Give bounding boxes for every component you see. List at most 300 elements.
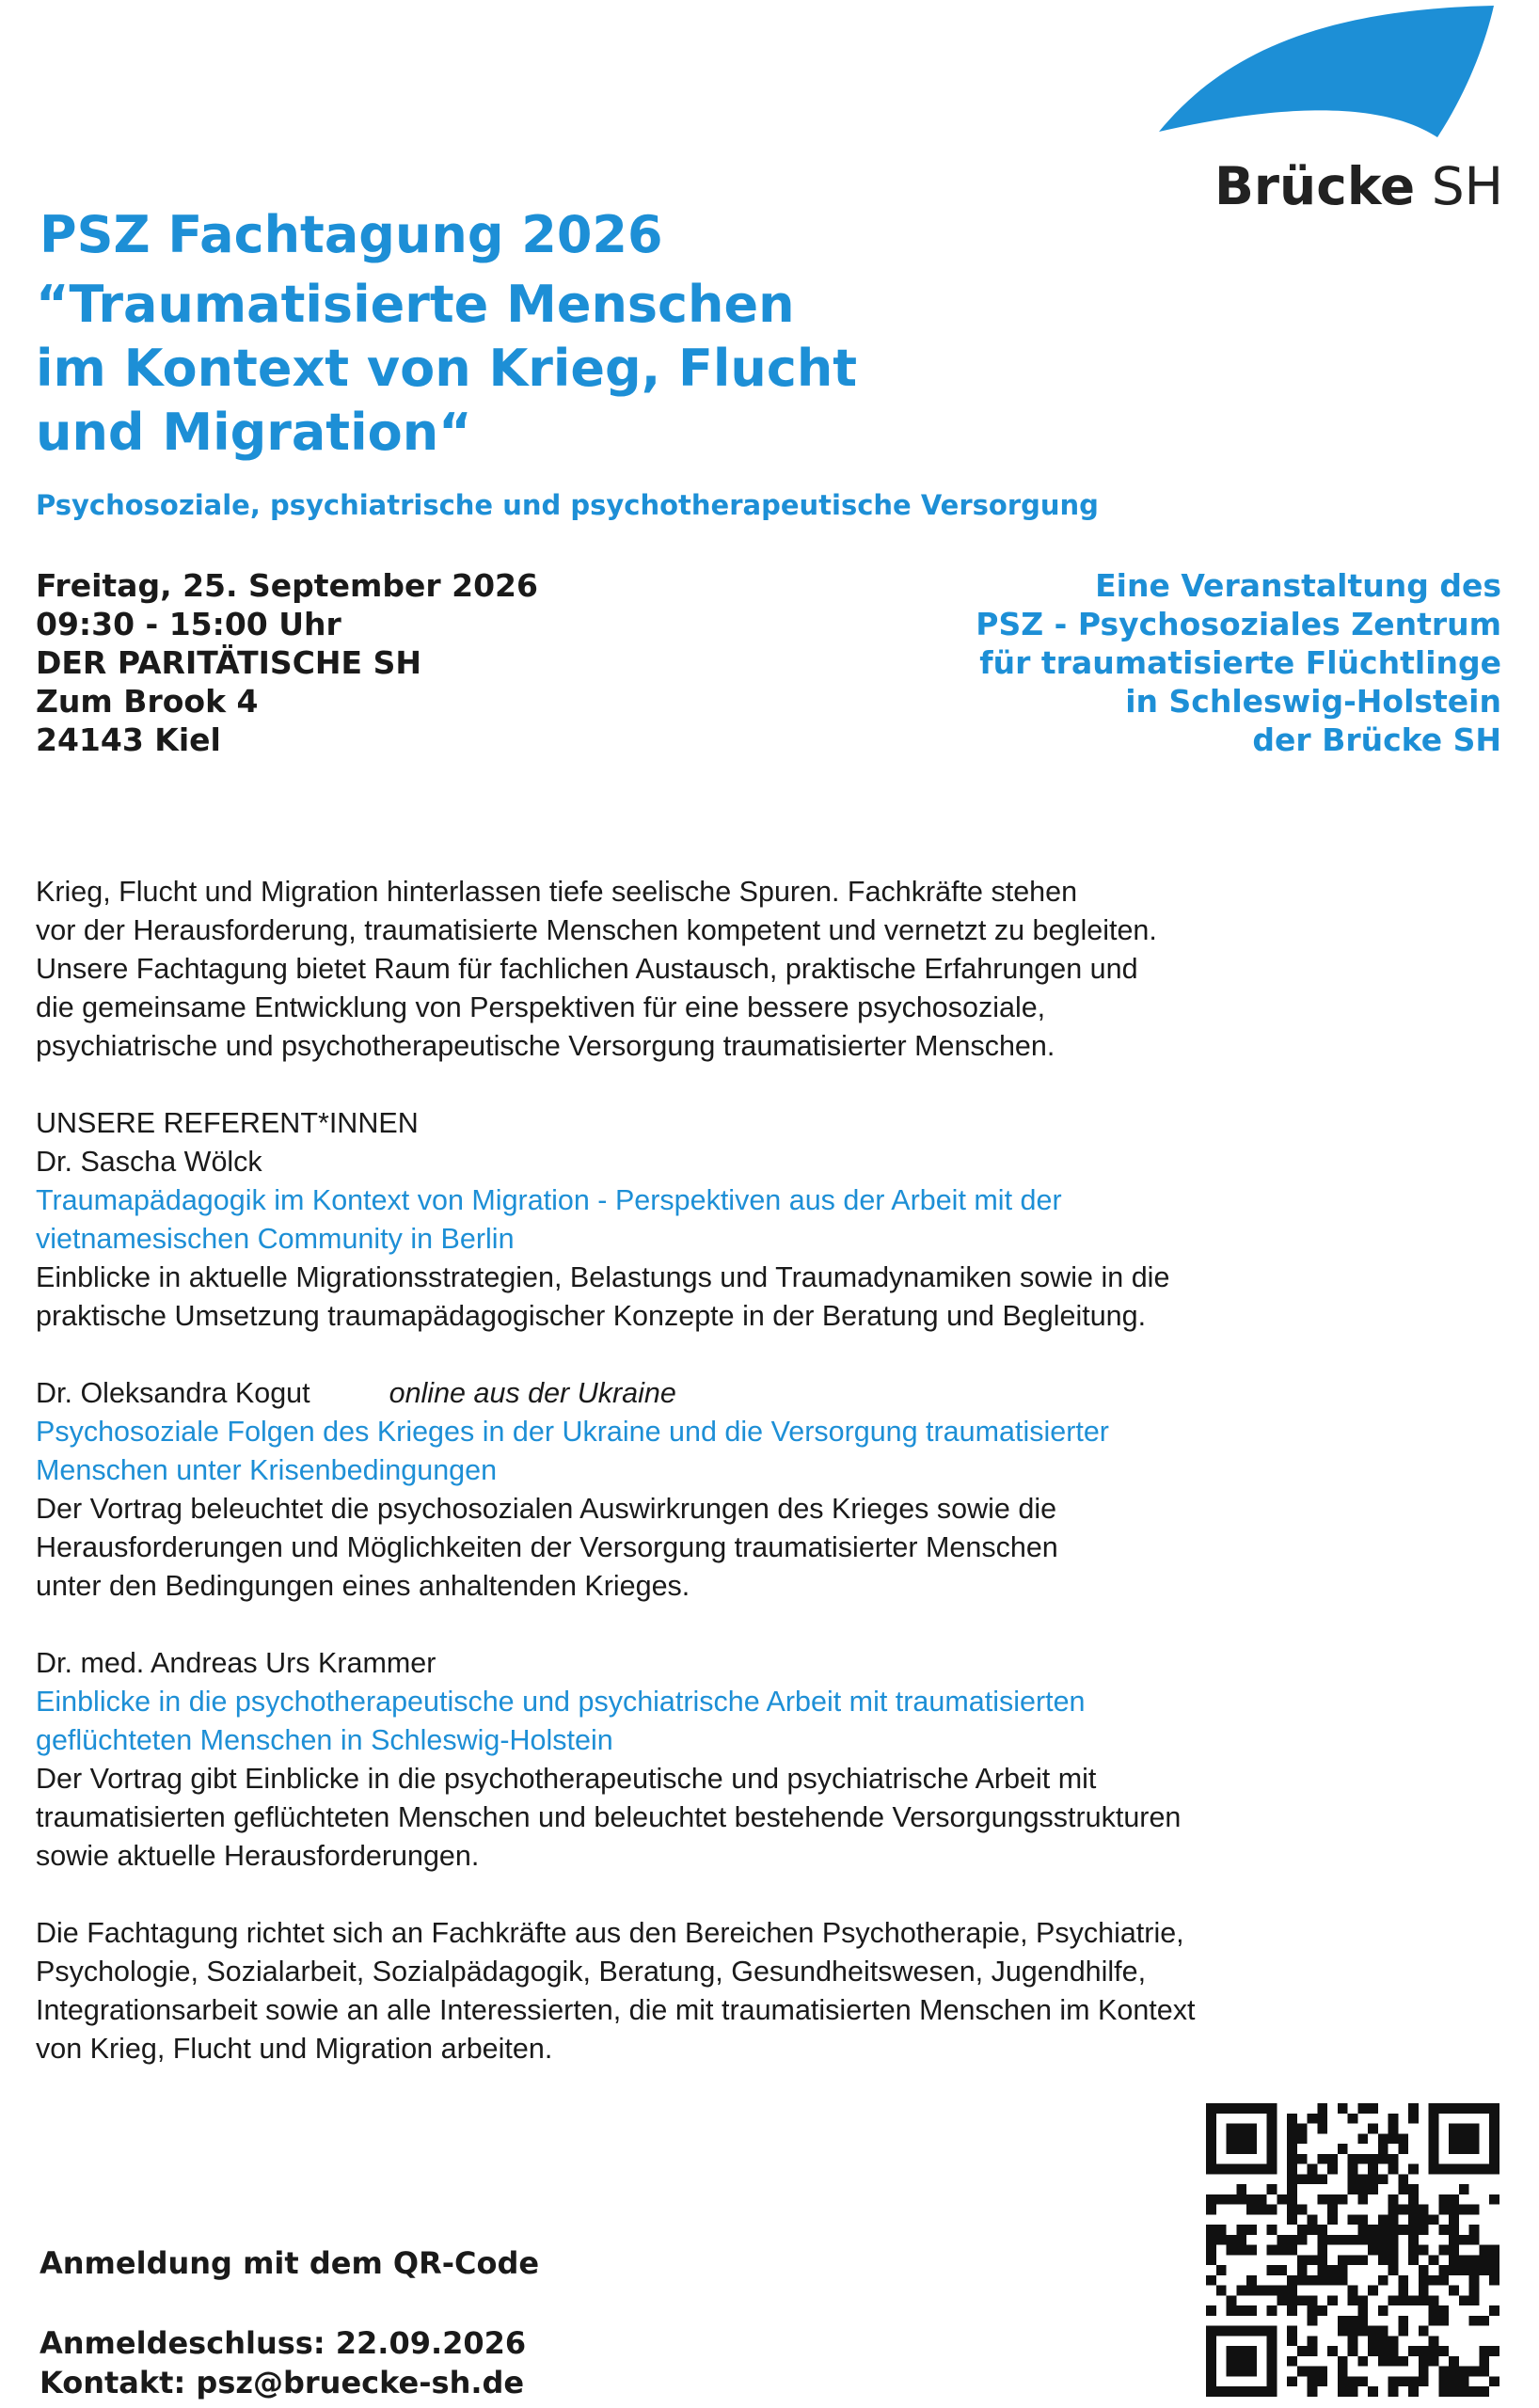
- speaker-block: [36, 1143, 1428, 1336]
- qr-module: [1348, 2114, 1358, 2124]
- qr-module: [1338, 2275, 1348, 2286]
- qr-module: [1227, 2164, 1237, 2175]
- qr-module: [1449, 2235, 1459, 2245]
- registration-deadline: Anmeldeschluss: 22.09.2026: [40, 2325, 527, 2361]
- qr-module: [1287, 2205, 1297, 2215]
- qr-module: [1479, 2386, 1489, 2397]
- qr-module: [1357, 2214, 1368, 2225]
- qr-module: [1267, 2286, 1277, 2296]
- qr-module: [1246, 2194, 1257, 2205]
- event-label: PSZ Fachtagung 2026: [40, 205, 663, 264]
- qr-module: [1327, 2275, 1338, 2286]
- qr-module: [1429, 2164, 1439, 2175]
- qr-module: [1429, 2275, 1439, 2286]
- qr-module: [1469, 2265, 1480, 2275]
- qr-module: [1398, 2286, 1408, 2296]
- qr-module: [1357, 2194, 1368, 2205]
- qr-module: [1378, 2174, 1388, 2184]
- qr-module: [1449, 2265, 1459, 2275]
- qr-module: [1368, 2235, 1378, 2245]
- talk-description-line: Der Vortrag beleuchtet die psychosozialen Auswirkrungen des Krieges sowie die: [36, 1493, 1057, 1525]
- qr-module: [1308, 2275, 1318, 2286]
- qr-module: [1408, 2376, 1419, 2386]
- qr-code-icon[interactable]: [1206, 2103, 1499, 2397]
- qr-module: [1368, 2184, 1378, 2194]
- qr-module: [1388, 2255, 1399, 2265]
- qr-module: [1489, 2275, 1499, 2286]
- qr-module: [1378, 2245, 1388, 2256]
- qr-module: [1489, 2346, 1499, 2356]
- qr-module: [1419, 2265, 1429, 2275]
- qr-module: [1257, 2194, 1267, 2205]
- qr-module: [1449, 2164, 1459, 2175]
- qr-module: [1459, 2205, 1469, 2215]
- qr-module: [1246, 2305, 1257, 2316]
- qr-module: [1378, 2305, 1388, 2316]
- qr-module: [1236, 2225, 1246, 2235]
- qr-module: [1206, 2305, 1216, 2316]
- qr-module: [1388, 2194, 1399, 2205]
- qr-module: [1287, 2235, 1297, 2245]
- qr-module: [1459, 2376, 1469, 2386]
- qr-module: [1459, 2367, 1469, 2377]
- qr-module: [1277, 2194, 1287, 2205]
- qr-module: [1388, 2205, 1399, 2215]
- qr-module: [1368, 2124, 1378, 2134]
- qr-module: [1459, 2184, 1469, 2194]
- qr-module: [1429, 2305, 1439, 2316]
- qr-module: [1449, 2214, 1459, 2225]
- qr-module: [1308, 2336, 1318, 2346]
- qr-module: [1348, 2214, 1358, 2225]
- qr-module: [1297, 2275, 1308, 2286]
- qr-module: [1459, 2133, 1469, 2144]
- qr-module: [1429, 2255, 1439, 2265]
- qr-module: [1287, 2336, 1297, 2346]
- qr-module: [1227, 2245, 1237, 2256]
- qr-module: [1449, 2144, 1459, 2154]
- qr-module: [1438, 2245, 1449, 2256]
- qr-module: [1246, 2245, 1257, 2256]
- event-city: 24143 Kiel: [36, 721, 221, 758]
- intro-line: vor der Herausforderung, traumatisierte Menschen kompetent und vernetzt zu begleiten.: [36, 914, 1157, 946]
- qr-module: [1489, 2194, 1499, 2205]
- qr-module: [1236, 2245, 1246, 2256]
- qr-module: [1429, 2295, 1439, 2305]
- qr-module: [1267, 2133, 1277, 2144]
- talk-description-line: Herausforderungen und Möglichkeiten der Versorgung traumatisierter Menschen: [36, 1531, 1058, 1563]
- qr-module: [1216, 2194, 1227, 2205]
- qr-module: [1317, 2154, 1327, 2164]
- qr-module: [1338, 2144, 1348, 2154]
- qr-module: [1348, 2154, 1358, 2164]
- qr-module: [1317, 2275, 1327, 2286]
- qr-module: [1438, 2205, 1449, 2215]
- qr-module: [1297, 2154, 1308, 2164]
- speaker-remote-note: online aus der Ukraine: [389, 1377, 676, 1409]
- qr-module: [1368, 2174, 1378, 2184]
- qr-module: [1388, 2295, 1399, 2305]
- qr-module: [1297, 2346, 1308, 2356]
- qr-module: [1236, 2235, 1246, 2245]
- qr-module: [1216, 2235, 1227, 2245]
- talk-title-line: Menschen unter Krisenbedingungen: [36, 1454, 498, 1486]
- qr-module: [1327, 2346, 1338, 2356]
- qr-module: [1246, 2356, 1257, 2367]
- qr-module: [1388, 2124, 1399, 2134]
- talk-description-line: praktische Umsetzung traumapädagogischer Konzepte in der Beratung und Begleitung.: [36, 1300, 1147, 1332]
- logo-suffix: SH: [1415, 156, 1503, 216]
- qr-module: [1297, 2295, 1308, 2305]
- event-details: [36, 566, 538, 759]
- qr-module: [1317, 2194, 1327, 2205]
- qr-module: [1429, 2336, 1439, 2346]
- qr-module: [1368, 2225, 1378, 2235]
- qr-module: [1287, 2114, 1297, 2124]
- qr-module: [1206, 2255, 1216, 2265]
- qr-module: [1236, 2386, 1246, 2397]
- qr-module: [1449, 2133, 1459, 2144]
- qr-module: [1206, 2103, 1216, 2114]
- qr-module: [1206, 2275, 1216, 2286]
- intro-paragraph: [36, 873, 1428, 1066]
- organizer-line: für traumatisierte Flüchtlinge: [979, 644, 1501, 681]
- qr-module: [1419, 2225, 1429, 2235]
- qr-module: [1449, 2386, 1459, 2397]
- speaker-name: Dr. med. Andreas Urs Krammer: [36, 1647, 436, 1679]
- speaker-name-row: [36, 1374, 1428, 1413]
- qr-module: [1429, 2316, 1439, 2326]
- qr-module: [1438, 2103, 1449, 2114]
- qr-module: [1327, 2164, 1338, 2175]
- qr-module: [1429, 2144, 1439, 2154]
- qr-module: [1246, 2386, 1257, 2397]
- qr-module: [1287, 2356, 1297, 2367]
- qr-module: [1317, 2114, 1327, 2124]
- qr-module: [1297, 2225, 1308, 2235]
- qr-module: [1357, 2154, 1368, 2164]
- qr-module: [1246, 2346, 1257, 2356]
- qr-module: [1469, 2367, 1480, 2377]
- qr-module: [1419, 2356, 1429, 2367]
- qr-module: [1246, 2133, 1257, 2144]
- qr-module: [1206, 2326, 1216, 2337]
- qr-module: [1479, 2367, 1489, 2377]
- qr-module: [1469, 2235, 1480, 2245]
- qr-module: [1459, 2295, 1469, 2305]
- qr-module: [1287, 2184, 1297, 2194]
- qr-module: [1419, 2367, 1429, 2377]
- qr-module: [1489, 2124, 1499, 2134]
- intro-line: psychiatrische und psychotherapeutische Versorgung traumatisierter Menschen.: [36, 1030, 1055, 1062]
- qr-module: [1357, 2305, 1368, 2316]
- intro-line: die gemeinsame Entwicklung von Perspektiven für eine bessere psychosoziale,: [36, 991, 1046, 1023]
- qr-module: [1357, 2255, 1368, 2265]
- intro-line: Krieg, Flucht und Migration hinterlassen tiefe seelische Spuren. Fachkräfte stehen: [36, 876, 1078, 908]
- qr-module: [1308, 2386, 1318, 2397]
- qr-module: [1236, 2124, 1246, 2134]
- qr-module: [1388, 2386, 1399, 2397]
- qr-module: [1206, 2194, 1216, 2205]
- qr-module: [1317, 2305, 1327, 2316]
- qr-module: [1308, 2376, 1318, 2386]
- qr-module: [1388, 2245, 1399, 2256]
- qr-module: [1236, 2367, 1246, 2377]
- qr-module: [1287, 2286, 1297, 2296]
- audience-line: Die Fachtagung richtet sich an Fachkräfte aus den Bereichen Psychotherapie, Psychiatrie,: [36, 1917, 1184, 1949]
- qr-module: [1317, 2255, 1327, 2265]
- qr-module: [1489, 2255, 1499, 2265]
- qr-module: [1236, 2286, 1246, 2296]
- qr-module: [1429, 2124, 1439, 2134]
- qr-module: [1469, 2386, 1480, 2397]
- qr-module: [1338, 2356, 1348, 2367]
- qr-module: [1297, 2255, 1308, 2265]
- qr-module: [1408, 2225, 1419, 2235]
- qr-module: [1438, 2305, 1449, 2316]
- qr-module: [1438, 2225, 1449, 2235]
- qr-module: [1398, 2356, 1408, 2367]
- qr-module: [1246, 2286, 1257, 2296]
- qr-module: [1267, 2184, 1277, 2194]
- qr-module: [1378, 2154, 1388, 2164]
- speaker-name: Dr. Sascha Wölck: [36, 1146, 262, 1178]
- qr-module: [1449, 2103, 1459, 2114]
- qr-module: [1348, 2235, 1358, 2245]
- qr-module: [1348, 2376, 1358, 2386]
- qr-module: [1419, 2326, 1429, 2337]
- qr-module: [1408, 2205, 1419, 2215]
- qr-module: [1338, 2265, 1348, 2275]
- qr-module: [1479, 2316, 1489, 2326]
- qr-module: [1378, 2144, 1388, 2154]
- qr-module: [1368, 2346, 1378, 2356]
- qr-module: [1388, 2346, 1399, 2356]
- qr-module: [1257, 2205, 1267, 2215]
- qr-module: [1257, 2326, 1267, 2337]
- qr-module: [1348, 2316, 1358, 2326]
- qr-module: [1277, 2235, 1287, 2245]
- qr-module: [1408, 2255, 1419, 2265]
- qr-module: [1429, 2114, 1439, 2124]
- qr-module: [1308, 2316, 1318, 2326]
- qr-module: [1236, 2184, 1246, 2194]
- logo-wordmark: [1214, 156, 1503, 216]
- organizer-line: der Brücke SH: [1252, 721, 1501, 758]
- qr-module: [1317, 2235, 1327, 2245]
- talk-title-line: vietnamesischen Community in Berlin: [36, 1223, 515, 1255]
- qr-module: [1216, 2103, 1227, 2114]
- qr-module: [1327, 2265, 1338, 2275]
- qr-module: [1398, 2225, 1408, 2235]
- qr-module: [1338, 2194, 1348, 2205]
- speaker-block: [36, 1644, 1428, 1876]
- qr-module: [1357, 2376, 1368, 2386]
- qr-module: [1459, 2386, 1469, 2397]
- qr-module: [1388, 2164, 1399, 2175]
- qr-module: [1206, 2386, 1216, 2397]
- qr-module: [1429, 2154, 1439, 2164]
- qr-module: [1398, 2326, 1408, 2337]
- qr-module: [1469, 2316, 1480, 2326]
- talk-title-line: geflüchteten Menschen in Schleswig-Holstein: [36, 1724, 613, 1756]
- qr-module: [1368, 2286, 1378, 2296]
- qr-module: [1378, 2235, 1388, 2245]
- qr-module: [1449, 2356, 1459, 2367]
- qr-module: [1408, 2386, 1419, 2397]
- qr-module: [1308, 2367, 1318, 2377]
- event-venue: DER PARITÄTISCHE SH: [36, 644, 421, 681]
- qr-module: [1267, 2124, 1277, 2134]
- qr-module: [1297, 2205, 1308, 2215]
- qr-module: [1489, 2133, 1499, 2144]
- qr-module: [1348, 2174, 1358, 2184]
- qr-module: [1388, 2214, 1399, 2225]
- talk-description-line: traumatisierten geflüchteten Menschen und beleuchtet bestehende Versorgungsstrukturen: [36, 1801, 1182, 1833]
- qr-module: [1449, 2286, 1459, 2296]
- qr-module: [1308, 2114, 1318, 2124]
- qr-module: [1408, 2214, 1419, 2225]
- qr-module: [1479, 2255, 1489, 2265]
- qr-module: [1368, 2386, 1378, 2397]
- qr-module: [1357, 2235, 1368, 2245]
- organizer-line: PSZ - Psychosoziales Zentrum: [976, 606, 1501, 642]
- qr-module: [1348, 2326, 1358, 2337]
- qr-module: [1388, 2336, 1399, 2346]
- qr-module: [1287, 2214, 1297, 2225]
- qr-module: [1227, 2144, 1237, 2154]
- speaker-name: Dr. Oleksandra Kogut: [36, 1377, 310, 1409]
- qr-module: [1227, 2103, 1237, 2114]
- qr-module: [1357, 2174, 1368, 2184]
- qr-module: [1469, 2295, 1480, 2305]
- qr-module: [1469, 2225, 1480, 2235]
- qr-module: [1287, 2194, 1297, 2205]
- qr-module: [1236, 2164, 1246, 2175]
- qr-module: [1287, 2305, 1297, 2316]
- qr-module: [1459, 2265, 1469, 2275]
- qr-module: [1206, 2346, 1216, 2356]
- qr-module: [1297, 2124, 1308, 2134]
- qr-module: [1357, 2326, 1368, 2337]
- qr-module: [1317, 2367, 1327, 2377]
- qr-module: [1378, 2214, 1388, 2225]
- qr-module: [1438, 2164, 1449, 2175]
- qr-module: [1388, 2225, 1399, 2235]
- qr-module: [1459, 2164, 1469, 2175]
- qr-module: [1378, 2336, 1388, 2346]
- qr-module: [1378, 2225, 1388, 2235]
- qr-module: [1469, 2286, 1480, 2296]
- qr-module: [1459, 2255, 1469, 2265]
- qr-module: [1287, 2164, 1297, 2175]
- qr-module: [1246, 2144, 1257, 2154]
- contact-email: Kontakt: psz@bruecke-sh.de: [40, 2365, 525, 2400]
- qr-module: [1287, 2326, 1297, 2337]
- qr-module: [1206, 2124, 1216, 2134]
- qr-module: [1206, 2205, 1216, 2215]
- qr-module: [1267, 2326, 1277, 2337]
- qr-module: [1388, 2265, 1399, 2275]
- qr-module: [1317, 2124, 1327, 2134]
- qr-module: [1338, 2326, 1348, 2337]
- qr-module: [1388, 2376, 1399, 2386]
- qr-module: [1419, 2245, 1429, 2256]
- qr-module: [1388, 2114, 1399, 2124]
- qr-module: [1267, 2356, 1277, 2367]
- qr-module: [1246, 2205, 1257, 2215]
- qr-module: [1408, 2184, 1419, 2194]
- qr-module: [1348, 2255, 1358, 2265]
- talk-title-line: Traumapädagogik im Kontext von Migration - Perspektiven aus der Arbeit mit der: [36, 1184, 1062, 1216]
- qr-module: [1338, 2235, 1348, 2245]
- qr-module: [1287, 2133, 1297, 2144]
- qr-module: [1206, 2336, 1216, 2346]
- qr-module: [1267, 2245, 1277, 2256]
- qr-module: [1489, 2376, 1499, 2386]
- qr-module: [1449, 2124, 1459, 2134]
- qr-module: [1206, 2367, 1216, 2377]
- qr-module: [1287, 2144, 1297, 2154]
- qr-module: [1227, 2194, 1237, 2205]
- qr-module: [1378, 2255, 1388, 2265]
- qr-module: [1479, 2346, 1489, 2356]
- qr-module: [1317, 2174, 1327, 2184]
- qr-module: [1398, 2205, 1408, 2215]
- qr-module: [1489, 2154, 1499, 2164]
- qr-module: [1429, 2356, 1439, 2367]
- qr-module: [1216, 2286, 1227, 2296]
- qr-module: [1246, 2225, 1257, 2235]
- qr-module: [1308, 2305, 1318, 2316]
- qr-module: [1206, 2245, 1216, 2256]
- qr-module: [1469, 2144, 1480, 2154]
- qr-module: [1257, 2286, 1267, 2296]
- qr-module: [1246, 2103, 1257, 2114]
- qr-module: [1297, 2235, 1308, 2245]
- qr-module: [1357, 2295, 1368, 2305]
- qr-module: [1408, 2346, 1419, 2356]
- qr-module: [1227, 2235, 1237, 2245]
- audience-paragraph: [36, 1914, 1428, 2068]
- qr-module: [1236, 2103, 1246, 2114]
- qr-module: [1308, 2174, 1318, 2184]
- qr-module: [1267, 2367, 1277, 2377]
- qr-module: [1368, 2103, 1378, 2114]
- qr-module: [1327, 2154, 1338, 2164]
- qr-module: [1408, 2295, 1419, 2305]
- qr-module: [1419, 2275, 1429, 2286]
- qr-module: [1257, 2164, 1267, 2175]
- qr-module: [1419, 2376, 1429, 2386]
- qr-module: [1338, 2255, 1348, 2265]
- qr-module: [1327, 2295, 1338, 2305]
- qr-module: [1317, 2225, 1327, 2235]
- organizer-line: in Schleswig-Holstein: [1125, 683, 1501, 720]
- qr-module: [1469, 2133, 1480, 2144]
- qr-module: [1227, 2326, 1237, 2337]
- qr-module: [1338, 2386, 1348, 2397]
- qr-module: [1398, 2275, 1408, 2286]
- qr-module: [1479, 2356, 1489, 2367]
- qr-module: [1297, 2133, 1308, 2144]
- qr-module: [1236, 2346, 1246, 2356]
- qr-module: [1287, 2174, 1297, 2184]
- qr-module: [1327, 2205, 1338, 2215]
- qr-module: [1308, 2255, 1318, 2265]
- audience-line: von Krieg, Flucht und Migration arbeiten.: [36, 2033, 553, 2065]
- qr-module: [1408, 2235, 1419, 2245]
